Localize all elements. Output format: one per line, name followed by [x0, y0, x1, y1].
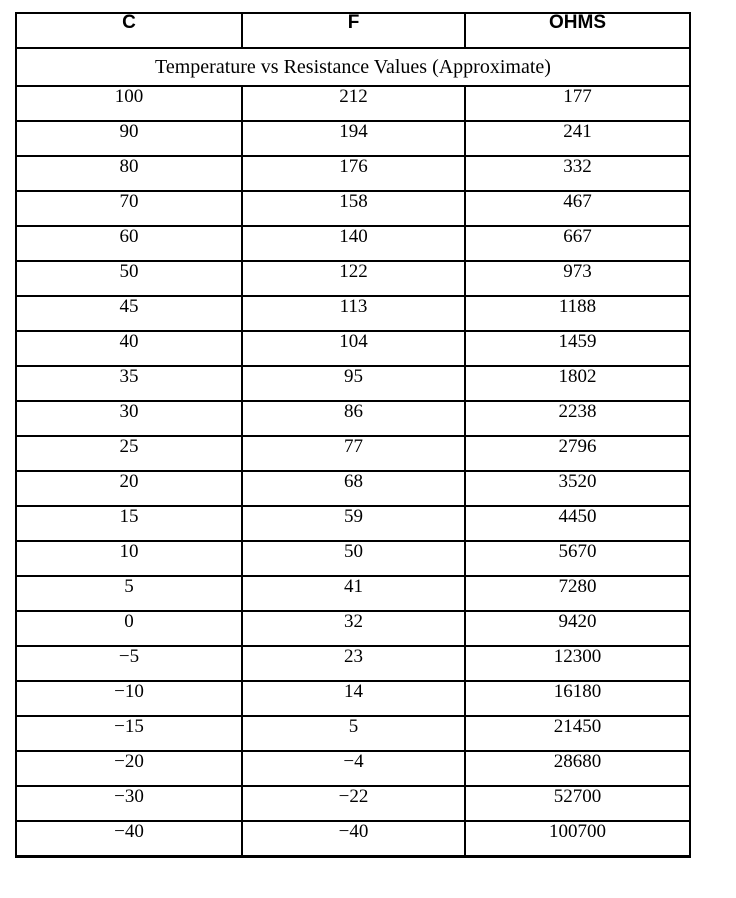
- table-row: [16, 576, 690, 611]
- cell-fahrenheit: 68: [242, 471, 465, 506]
- cell-fahrenheit: 86: [242, 401, 465, 436]
- table-row: [16, 786, 690, 821]
- cell-ohms: 21450: [465, 716, 690, 751]
- table-row: [16, 261, 690, 296]
- table-row: [16, 366, 690, 401]
- table-row: [16, 506, 690, 541]
- cell-celsius: 40: [16, 331, 242, 366]
- cell-celsius: 5: [16, 576, 242, 611]
- table-row: [16, 401, 690, 436]
- cell-fahrenheit: −22: [242, 786, 465, 821]
- cell-ohms: 2796: [465, 436, 690, 471]
- cell-ohms: 16180: [465, 681, 690, 716]
- cell-fahrenheit: 14: [242, 681, 465, 716]
- cell-fahrenheit: 32: [242, 611, 465, 646]
- table-row: [16, 191, 690, 226]
- table-caption-body: [16, 48, 690, 86]
- table-body: [16, 86, 690, 857]
- cell-ohms: 28680: [465, 751, 690, 786]
- table-row: [16, 436, 690, 471]
- cell-ohms: 973: [465, 261, 690, 296]
- cell-celsius: 25: [16, 436, 242, 471]
- cell-celsius: 70: [16, 191, 242, 226]
- cell-celsius: 10: [16, 541, 242, 576]
- cell-ohms: 241: [465, 121, 690, 156]
- cell-fahrenheit: 50: [242, 541, 465, 576]
- table-row: [16, 716, 690, 751]
- table-row: [16, 646, 690, 681]
- cell-ohms: 667: [465, 226, 690, 261]
- cell-ohms: 4450: [465, 506, 690, 541]
- cell-fahrenheit: 23: [242, 646, 465, 681]
- cell-ohms: 9420: [465, 611, 690, 646]
- table-caption: Temperature vs Resistance Values (Approximate): [16, 48, 690, 86]
- cell-celsius: 60: [16, 226, 242, 261]
- cell-ohms: 467: [465, 191, 690, 226]
- cell-celsius: −5: [16, 646, 242, 681]
- header-fahrenheit: F: [242, 13, 465, 48]
- cell-fahrenheit: 41: [242, 576, 465, 611]
- cell-celsius: 100: [16, 86, 242, 121]
- cell-fahrenheit: 77: [242, 436, 465, 471]
- table-row: [16, 156, 690, 191]
- table-row: [16, 331, 690, 366]
- table-row: [16, 471, 690, 506]
- cell-ohms: 1188: [465, 296, 690, 331]
- cell-celsius: 15: [16, 506, 242, 541]
- cell-fahrenheit: 140: [242, 226, 465, 261]
- cell-celsius: −10: [16, 681, 242, 716]
- cell-celsius: 50: [16, 261, 242, 296]
- table-row: [16, 751, 690, 786]
- table-header: [16, 13, 690, 48]
- cell-ohms: 177: [465, 86, 690, 121]
- header-row: [16, 13, 690, 48]
- cell-fahrenheit: 158: [242, 191, 465, 226]
- cell-celsius: 90: [16, 121, 242, 156]
- cell-fahrenheit: 122: [242, 261, 465, 296]
- cell-ohms: 7280: [465, 576, 690, 611]
- cell-ohms: 52700: [465, 786, 690, 821]
- cell-celsius: 80: [16, 156, 242, 191]
- header-celsius: C: [16, 13, 242, 48]
- cell-fahrenheit: 113: [242, 296, 465, 331]
- cell-fahrenheit: −40: [242, 821, 465, 857]
- cell-ohms: 2238: [465, 401, 690, 436]
- temperature-resistance-table-container: [15, 12, 689, 858]
- cell-ohms: 5670: [465, 541, 690, 576]
- cell-fahrenheit: 5: [242, 716, 465, 751]
- cell-fahrenheit: 176: [242, 156, 465, 191]
- table-row: [16, 121, 690, 156]
- table-row: [16, 681, 690, 716]
- cell-ohms: 332: [465, 156, 690, 191]
- cell-fahrenheit: 212: [242, 86, 465, 121]
- table-row: [16, 541, 690, 576]
- header-ohms: OHMS: [465, 13, 690, 48]
- table-row: [16, 296, 690, 331]
- caption-row: [16, 48, 690, 86]
- cell-celsius: 45: [16, 296, 242, 331]
- cell-celsius: −15: [16, 716, 242, 751]
- table-row: [16, 226, 690, 261]
- cell-fahrenheit: 59: [242, 506, 465, 541]
- cell-ohms: 1459: [465, 331, 690, 366]
- cell-fahrenheit: 194: [242, 121, 465, 156]
- cell-fahrenheit: −4: [242, 751, 465, 786]
- cell-celsius: −40: [16, 821, 242, 857]
- table-row: [16, 611, 690, 646]
- cell-ohms: 1802: [465, 366, 690, 401]
- cell-celsius: −30: [16, 786, 242, 821]
- cell-ohms: 3520: [465, 471, 690, 506]
- table-row: [16, 821, 690, 857]
- cell-celsius: 20: [16, 471, 242, 506]
- cell-fahrenheit: 104: [242, 331, 465, 366]
- cell-ohms: 100700: [465, 821, 690, 857]
- cell-ohms: 12300: [465, 646, 690, 681]
- cell-celsius: 35: [16, 366, 242, 401]
- cell-celsius: −20: [16, 751, 242, 786]
- table-row: [16, 86, 690, 121]
- cell-celsius: 0: [16, 611, 242, 646]
- cell-celsius: 30: [16, 401, 242, 436]
- cell-fahrenheit: 95: [242, 366, 465, 401]
- temperature-resistance-table: [15, 12, 691, 858]
